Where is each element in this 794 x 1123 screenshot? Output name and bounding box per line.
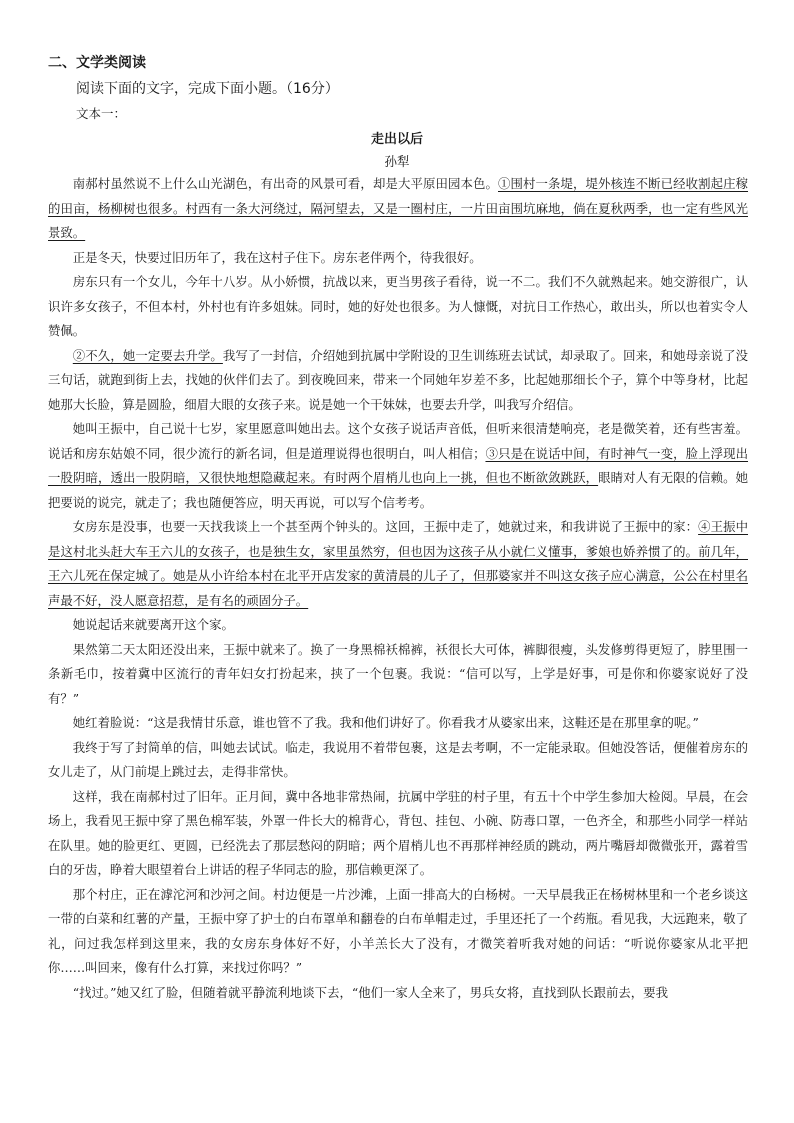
paragraph — [48, 883, 748, 981]
paragraph-text: 她红着脸说：“这是我情甘乐意，谁也管不了我。我和他们讲好了。你看我才从婆家出来，这鞋还是在那里拿的呢。” — [72, 715, 699, 730]
paragraph-text: 正是冬天，快要过旧历年了，我在这村子住下。房东老伴两个，待我很好。 — [72, 249, 482, 265]
story-title: 走出以后 — [370, 132, 423, 147]
instruction-text: 阅读下面的文字，完成下面小题。（16分） — [76, 81, 339, 97]
paragraph-text: 我写了一封信，介绍她到抗属中学附设的卫生训练班去试试，却录取了。回来，和她母亲说了没三句话，就跑到街上去，找她的伙伴们去了。到夜晚回来，带来一个同她年岁差不多，比起她那细长个子，算个中等身材，比起她那大长脸，算是圆脸，细眉大眼的女孩子来。说是她一个干妹妹，也要去升学，叫我写介绍信。 — [48, 347, 749, 412]
paragraph — [48, 981, 748, 1006]
paragraph-text: 女房东是没事，也要一天找我谈上一个甚至两个钟头的。这回，王振中走了，她就过来，和我讲说了王振中的家： — [72, 519, 699, 534]
text-label: 文本一： — [76, 106, 127, 121]
paragraph-text: 这样，我在南郝村过了旧年。正月间，冀中各地非常热闹，抗属中学驻的村子里，有五十个中学生参加大检阅。早晨，在会场上，我看见王振中穿了黑色棉军装，外罩一件长大的棉背心，背包、挂包、小碗、防毒口罩，一色齐全，和那些小同学一样站在队里。她的脸更红、更圆，已经洗去了那层愁闷的阴暗；两个眉梢儿也不再那样神经质的跳动，两片嘴唇却微微张开，露着雪白的牙齿，睁着大眼望着台上讲话的程子华同志的脸，那信赖更深了。 — [48, 788, 748, 877]
paragraph — [48, 736, 748, 785]
paragraph-text: 南郝村虽然说不上什么山光湖色，有出奇的风景可看，却是大平原田园本色。 — [72, 176, 498, 191]
paragraph — [48, 270, 748, 344]
paragraph — [48, 785, 748, 883]
section-title: 二、文学类阅读 — [48, 55, 146, 71]
underlined-passage: ③只是在说话中间，有时神气一变，脸上浮现出一股阴暗，透出一股阴暗，又很快地想隐藏起来。有时两个眉梢儿也向上一挑，但也不断欲敛跳跃， — [48, 445, 749, 485]
author-name: 孙犁 — [384, 154, 410, 169]
paragraph-text: 眼睛对人有无限的信赖。她把要说的说完，就走了；我也随便答应，明天再说，可以写个信考考。 — [48, 470, 749, 510]
paragraph — [48, 515, 748, 613]
paragraph-text: 那个村庄，正在滹沱河和沙河之间。村边便是一片沙滩，上面一排高大的白杨树。一天早晨我正在杨树林里和一个老乡谈这一带的白菜和红薯的产量，王振中穿了护士的白布罩单和翻卷的白布单帽走过，手里还托了一个药瓶。看见我，大远跑来，敬了礼，问过我怎样到这里来，我的女房东身体好不好，小羊羔长大了没有，才微笑着听我对她的问话：“听说你婆家从北平把你……叫回来，像有什么打算，来找过你吗？” — [48, 886, 748, 975]
paragraph — [48, 172, 748, 246]
paragraph-text: 果然第二天太阳还没出来，王振中就来了。换了一身黑棉袄棉裤，袄很长大可体，裤脚很瘦，头发修剪得更短了，脖里围一条新毛巾，按着冀中区流行的青年妇女打扮起来，挟了一个包裹。我说：“信可以写，上学是好事，可是你和你婆家说好了没有？” — [48, 641, 748, 706]
underlined-passage: ①围村一条堤，堤外核连不断已经收割起庄稼的田亩，杨柳树也很多。村西有一条大河绕过，隔河望去，又是一圈村庄，一片田亩围坑麻地，倘在夏秋两季，也一定有些风光景致。 — [48, 176, 749, 240]
paragraph — [48, 417, 748, 515]
story-body — [48, 172, 748, 1005]
paragraph-text: 她叫王振中，自己说十七岁，家里愿意叫她出去。这个女孩子说话声音低，但听来很清楚响亮，老是微笑着，还有些害羞。说话和房东姑娘不同，很少流行的新名词，但是道理说得也很明白，叫人相信； — [48, 421, 748, 461]
paragraph — [48, 638, 748, 712]
paragraph-text: 我终于写了封简单的信，叫她去试试。临走，我说用不着带包裹，这是去考啊，不一定能录取。但她没答话，便催着房东的女儿走了，从门前堤上跳过去，走得非常快。 — [48, 739, 748, 779]
paragraph-text: “找过。”她又红了脸，但随着就平静流利地谈下去，“他们一家人全来了，男兵女将，直找到队长跟前去，要我 — [72, 984, 668, 1000]
underlined-passage: ④王振中是这村北头赶大车王六儿的女孩子，也是独生女，家里虽然穷，但也因为这孩子从小就仁义懂事，爹娘也娇养惯了的。前几年，王六儿死在保定城了。她是从小许给本村在北平开店发家的黄清晨的儿子了，但那婆家并不叫这女孩子应心满意，公公在村里名声最不好，没人愿意招惹，是有名的顽固分子。 — [48, 519, 749, 608]
paragraph-text: 房东只有一个女儿，今年十八岁。从小娇惯，抗战以来，更当男孩子看待，说一不二。我们不久就熟起来。她交游很广，认识许多女孩子，不但本村，外村也有许多姐妹。同时，她的好处也很多。为人慷慨，对抗日工作热心，敢出头，所以也着实令人赞佩。 — [48, 274, 748, 338]
paragraph — [48, 344, 748, 418]
paragraph — [48, 711, 748, 736]
underlined-passage: ②不久，她一定要去升学。 — [72, 347, 223, 363]
paragraph — [48, 246, 748, 271]
paragraph-text: 她说起话来就要离开这个家。 — [72, 617, 234, 632]
paragraph — [48, 613, 748, 638]
